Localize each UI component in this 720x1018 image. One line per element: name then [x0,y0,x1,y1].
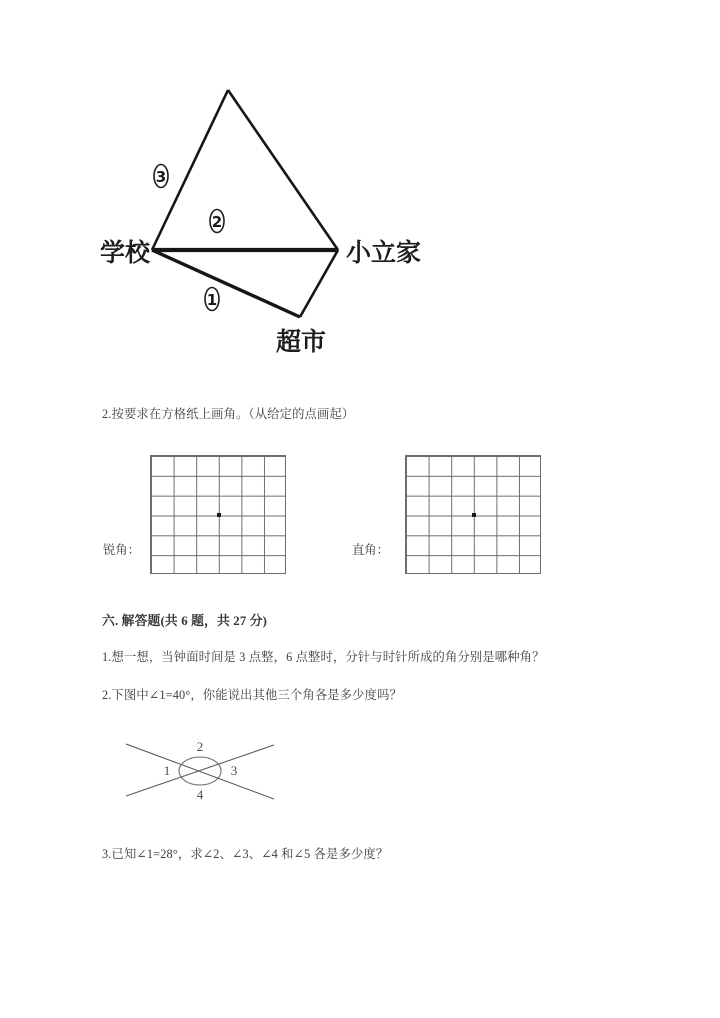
grid-label-right-angle: 直角： [352,543,389,557]
circled-number-3-text: 3 [155,168,167,186]
label-school: 学校 [100,238,151,267]
circled-number-2-text: 2 [211,213,223,231]
label-home: 小立家 [346,238,422,267]
section-heading-six: 六. 解答题(共 6 题，共 27 分) [102,614,268,628]
grid-paper-right-angle[interactable] [405,455,541,574]
question-angle28-text: 3.已知∠1=28°，求∠2、∠3、∠4 和∠5 各是多少度？ [102,847,389,861]
label-supermarket: 超市 [276,327,327,356]
angle-label-3: 3 [230,763,238,778]
circled-number-1-text: 1 [206,291,218,309]
grid-start-dot-acute [217,513,221,517]
route-diagram-figure [90,58,440,378]
question-clock-angles-text: 1.想一想，当钟面时间是 3 点整，6 点整时，分针与时针所成的角分别是哪种角？ [102,650,545,664]
question-vertical-angles-text: 2.下图中∠1=40°，你能说出其他三个角各是多少度吗？ [102,688,402,702]
vertical-angles-figure [112,733,292,811]
path-school-to-supermarket [152,250,300,317]
grid-label-acute: 锐角： [103,543,140,557]
circled-number-1 [205,288,219,311]
grid-start-dot-right-angle [472,513,476,517]
circled-number-2 [210,210,224,233]
route-lines [152,90,338,317]
grid-paper-acute[interactable] [150,455,286,574]
question-draw-angles-text: 2.按要求在方格纸上画角。（从给定的点画起） [102,407,355,421]
path-supermarket-to-home [300,250,338,317]
path-apex-to-home [228,90,338,250]
angle-label-4: 4 [196,787,204,802]
angle-label-2: 2 [196,739,204,754]
circled-number-3 [154,165,168,188]
angle-label-1: 1 [163,763,171,778]
